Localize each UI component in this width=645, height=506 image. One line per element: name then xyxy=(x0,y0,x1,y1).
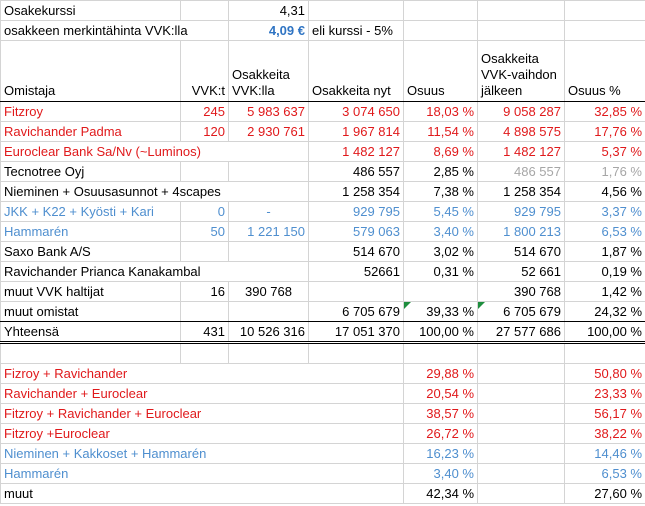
cell-combo-share[interactable]: 38,57 % xyxy=(404,404,478,424)
cell-owner[interactable]: Saxo Bank A/S xyxy=(1,242,181,262)
cell-shares-vvk[interactable]: - xyxy=(229,202,309,222)
table-row xyxy=(1,282,645,302)
cell-shares-vvk[interactable] xyxy=(229,242,309,262)
cell-owner[interactable]: Euroclear Bank Sa/Nv (~Luminos) xyxy=(1,142,309,162)
cell-shares-now[interactable]: 6 705 679 xyxy=(309,302,404,322)
combo-row xyxy=(1,384,645,404)
cell-share[interactable]: 18,03 % xyxy=(404,102,478,122)
cell-shares-vvk[interactable]: 5 983 637 xyxy=(229,102,309,122)
combo-row xyxy=(1,484,645,504)
cell-shares-now[interactable]: 52661 xyxy=(309,262,404,282)
cell-shares-after[interactable]: 52 661 xyxy=(478,262,565,282)
cell-shares-now[interactable]: 579 063 xyxy=(309,222,404,242)
cell-share[interactable]: 3,02 % xyxy=(404,242,478,262)
header-shares-vvk[interactable]: Osakkeita VVK:lla xyxy=(229,41,309,102)
cell-owner[interactable]: Ravichander Prianca Kanakambal xyxy=(1,262,309,282)
cell-combo-share-pct[interactable]: 27,60 % xyxy=(565,484,645,504)
cell-combo-share-pct[interactable]: 56,17 % xyxy=(565,404,645,424)
header-share-pct[interactable]: Osuus % xyxy=(565,41,645,102)
cell-shares-after[interactable]: 4 898 575 xyxy=(478,122,565,142)
cell-total-shares-after[interactable]: 27 577 686 xyxy=(478,322,565,343)
header-vvk[interactable]: VVK:t xyxy=(181,41,229,102)
cell-owner[interactable]: JKK + K22 + Kyösti + Kari xyxy=(1,202,181,222)
cell-combo-label[interactable]: Fitzroy + Ravichander + Euroclear xyxy=(1,404,404,424)
cell-empty[interactable] xyxy=(309,343,404,364)
cell-share[interactable]: 39,33 % xyxy=(404,302,478,322)
cell-owner[interactable]: Fitzroy xyxy=(1,102,181,122)
cell-combo-share[interactable]: 42,34 % xyxy=(404,484,478,504)
cell-combo-share[interactable]: 29,88 % xyxy=(404,364,478,384)
cell-price-label[interactable]: Osakekurssi xyxy=(1,1,181,21)
cell-share[interactable]: 7,38 % xyxy=(404,182,478,202)
cell-combo-share[interactable]: 26,72 % xyxy=(404,424,478,444)
empty-row xyxy=(1,343,645,364)
combo-row xyxy=(1,364,645,384)
cell-empty[interactable] xyxy=(478,424,565,444)
cell-combo-share-pct[interactable]: 6,53 % xyxy=(565,464,645,484)
header-shares-now[interactable]: Osakkeita nyt xyxy=(309,41,404,102)
table-row xyxy=(1,222,645,242)
cell-total-share[interactable]: 100,00 % xyxy=(404,322,478,343)
cell-vvk[interactable]: 120 xyxy=(181,122,229,142)
cell-total-vvk[interactable]: 431 xyxy=(181,322,229,343)
cell-share-pct[interactable]: 24,32 % xyxy=(565,302,645,322)
cell-combo-label[interactable]: Nieminen + Kakkoset + Hammarén xyxy=(1,444,404,464)
cell-shares-after[interactable]: 9 058 287 xyxy=(478,102,565,122)
cell-shares-now[interactable]: 486 557 xyxy=(309,162,404,182)
cell-owner[interactable]: Ravichander Padma xyxy=(1,122,181,142)
header-owner[interactable]: Omistaja xyxy=(1,41,181,102)
cell-shares-after[interactable]: 1 258 354 xyxy=(478,182,565,202)
cell-shares-after[interactable]: 390 768 xyxy=(478,282,565,302)
cell-share[interactable]: 8,69 % xyxy=(404,142,478,162)
cell-owner[interactable]: muut omistat xyxy=(1,302,181,322)
table-row xyxy=(1,102,645,122)
cell-share-pct[interactable]: 6,53 % xyxy=(565,222,645,242)
cell-empty[interactable] xyxy=(478,384,565,404)
header-shares-after[interactable]: Osakkeita VVK-vaihdon jälkeen xyxy=(478,41,565,102)
cell-empty[interactable] xyxy=(1,343,181,364)
cell-combo-share-pct[interactable]: 50,80 % xyxy=(565,364,645,384)
price-row xyxy=(1,1,645,21)
cell-vvk[interactable] xyxy=(181,242,229,262)
cell-vvk[interactable]: 16 xyxy=(181,282,229,302)
cell-shares-after[interactable]: 1 800 213 xyxy=(478,222,565,242)
cell-shares-now[interactable]: 1 258 354 xyxy=(309,182,404,202)
cell-price-value[interactable]: 4,31 xyxy=(229,1,309,21)
table-row xyxy=(1,202,645,222)
table-row xyxy=(1,302,645,322)
cell-shares-now[interactable]: 929 795 xyxy=(309,202,404,222)
cell-share-pct[interactable]: 1,76 % xyxy=(565,162,645,182)
cell-share[interactable]: 2,85 % xyxy=(404,162,478,182)
cell-share[interactable]: 5,45 % xyxy=(404,202,478,222)
cell-vvk[interactable] xyxy=(181,162,229,182)
cell-share[interactable]: 3,40 % xyxy=(404,222,478,242)
cell-subscription-label[interactable]: osakkeen merkintähinta VVK:lla xyxy=(1,21,229,41)
cell-share-pct[interactable]: 32,85 % xyxy=(565,102,645,122)
cell-subscription-value[interactable]: 4,09 € xyxy=(229,21,309,41)
cell-vvk[interactable] xyxy=(181,302,229,322)
cell-shares-now[interactable]: 514 670 xyxy=(309,242,404,262)
combo-row xyxy=(1,464,645,484)
cell-combo-share[interactable]: 20,54 % xyxy=(404,384,478,404)
cell-total-label[interactable]: Yhteensä xyxy=(1,322,181,343)
cell-owner[interactable]: Tecnotree Oyj xyxy=(1,162,181,182)
cell-vvk[interactable]: 50 xyxy=(181,222,229,242)
cell-shares-after[interactable]: 1 482 127 xyxy=(478,142,565,162)
cell-subscription-note[interactable]: eli kurssi - 5% xyxy=(309,21,404,41)
cell-empty[interactable] xyxy=(181,343,229,364)
cell-owner[interactable]: Hammarén xyxy=(1,222,181,242)
cell-empty[interactable] xyxy=(309,1,404,21)
cell-empty[interactable] xyxy=(565,21,645,41)
cell-combo-label[interactable]: Fitzroy +Euroclear xyxy=(1,424,404,444)
cell-empty[interactable] xyxy=(565,1,645,21)
cell-shares-now[interactable] xyxy=(309,282,404,302)
cell-combo-share-pct[interactable]: 38,22 % xyxy=(565,424,645,444)
cell-total-share-pct[interactable]: 100,00 % xyxy=(565,322,645,343)
cell-shares-after[interactable]: 929 795 xyxy=(478,202,565,222)
total-row xyxy=(1,322,645,343)
cell-empty[interactable] xyxy=(181,1,229,21)
cell-empty[interactable] xyxy=(404,343,478,364)
table-row xyxy=(1,122,645,142)
cell-shares-vvk[interactable] xyxy=(229,162,309,182)
table-row xyxy=(1,162,645,182)
cell-empty[interactable] xyxy=(478,364,565,384)
cell-empty[interactable] xyxy=(478,464,565,484)
cell-combo-label[interactable]: Fizroy + Ravichander xyxy=(1,364,404,384)
cell-empty[interactable] xyxy=(404,21,478,41)
cell-shares-now[interactable]: 1 482 127 xyxy=(309,142,404,162)
table-row xyxy=(1,262,645,282)
cell-share[interactable]: 11,54 % xyxy=(404,122,478,142)
cell-empty[interactable] xyxy=(478,404,565,424)
cell-owner[interactable]: Nieminen + Osuusasunnot + 4scapes xyxy=(1,182,309,202)
cell-shares-after[interactable]: 6 705 679 xyxy=(478,302,565,322)
cell-share-pct[interactable]: 1,42 % xyxy=(565,282,645,302)
cell-combo-share-pct[interactable]: 14,46 % xyxy=(565,444,645,464)
combo-row xyxy=(1,424,645,444)
cell-combo-label[interactable]: Hammarén xyxy=(1,464,404,484)
cell-empty[interactable] xyxy=(478,1,565,21)
cell-share[interactable]: 0,31 % xyxy=(404,262,478,282)
cell-empty[interactable] xyxy=(229,343,309,364)
cell-shares-vvk[interactable]: 1 221 150 xyxy=(229,222,309,242)
cell-shares-after[interactable]: 514 670 xyxy=(478,242,565,262)
table-row xyxy=(1,142,645,162)
cell-shares-vvk[interactable]: 2 930 761 xyxy=(229,122,309,142)
header-row xyxy=(1,41,645,102)
cell-vvk[interactable]: 245 xyxy=(181,102,229,122)
cell-combo-share[interactable]: 3,40 % xyxy=(404,464,478,484)
cell-share-pct[interactable]: 0,19 % xyxy=(565,262,645,282)
cell-vvk[interactable]: 0 xyxy=(181,202,229,222)
cell-combo-share-pct[interactable]: 23,33 % xyxy=(565,384,645,404)
cell-empty[interactable] xyxy=(478,21,565,41)
cell-share-pct[interactable]: 5,37 % xyxy=(565,142,645,162)
subscription-row xyxy=(1,21,645,41)
cell-shares-now[interactable]: 1 967 814 xyxy=(309,122,404,142)
combo-row xyxy=(1,444,645,464)
cell-total-shares-now[interactable]: 17 051 370 xyxy=(309,322,404,343)
cell-share-pct[interactable]: 3,37 % xyxy=(565,202,645,222)
cell-share-pct[interactable]: 17,76 % xyxy=(565,122,645,142)
cell-combo-share[interactable]: 16,23 % xyxy=(404,444,478,464)
cell-empty[interactable] xyxy=(478,484,565,504)
cell-share-pct[interactable]: 1,87 % xyxy=(565,242,645,262)
cell-combo-label[interactable]: Ravichander + Euroclear xyxy=(1,384,404,404)
cell-empty[interactable] xyxy=(478,444,565,464)
cell-owner[interactable]: muut VVK haltijat xyxy=(1,282,181,302)
table-row xyxy=(1,242,645,262)
cell-shares-after[interactable]: 486 557 xyxy=(478,162,565,182)
cell-shares-vvk[interactable] xyxy=(229,302,309,322)
cell-total-shares-vvk[interactable]: 10 526 316 xyxy=(229,322,309,343)
cell-empty[interactable] xyxy=(565,343,645,364)
cell-share[interactable] xyxy=(404,282,478,302)
table-row xyxy=(1,182,645,202)
cell-share-pct[interactable]: 4,56 % xyxy=(565,182,645,202)
cell-shares-now[interactable]: 3 074 650 xyxy=(309,102,404,122)
cell-empty[interactable] xyxy=(404,1,478,21)
header-share[interactable]: Osuus xyxy=(404,41,478,102)
combo-row xyxy=(1,404,645,424)
cell-combo-label[interactable]: muut xyxy=(1,484,404,504)
cell-shares-vvk[interactable]: 390 768 xyxy=(229,282,309,302)
cell-empty[interactable] xyxy=(478,343,565,364)
